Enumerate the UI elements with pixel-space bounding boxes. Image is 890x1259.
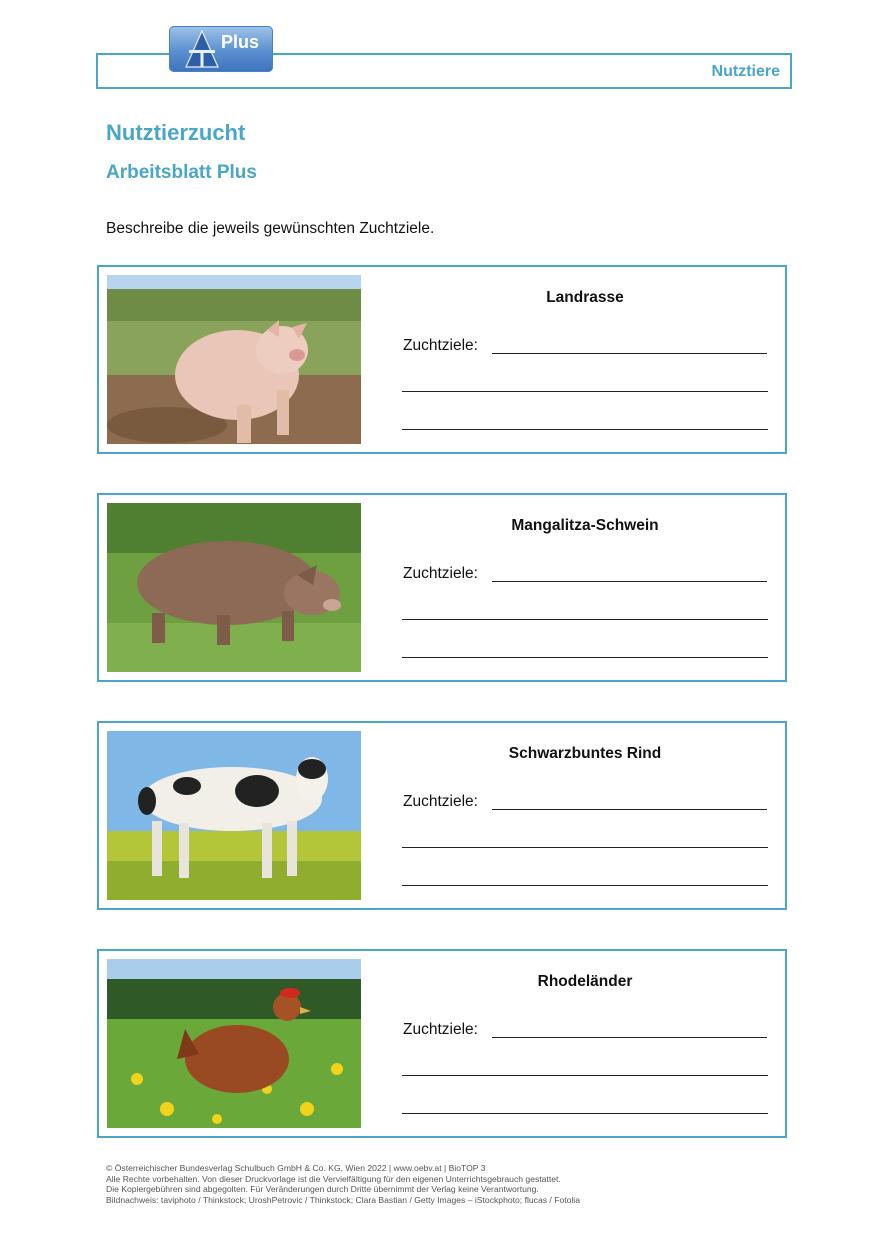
breeding-goals-label: Zuchtziele: [403,565,478,582]
plus-logo [169,26,273,72]
topic-label: Nutztiere [711,63,780,80]
answer-line-2[interactable] [402,847,768,848]
instruction-text: Beschreibe die jeweils gewünschten Zuchtziele. [106,220,435,237]
logo-text: Plus [221,32,260,52]
footer-credits: Bildnachweis: taviphoto / Thinkstock; UroshPetrovic / Thinkstock; Clara Bastian / Getty Images – iStockphoto; flucas / Fotolia [106,1194,580,1205]
animal-name: Schwarzbuntes Rind [508,745,662,762]
pig-landrace-photo [107,275,361,444]
triangle-logo-icon [185,30,219,68]
breeding-goals-label: Zuchtziele: [403,1021,478,1038]
answer-line-2[interactable] [402,1075,768,1076]
answer-line-2[interactable] [402,391,768,392]
answer-line-1[interactable] [492,581,767,582]
animal-name: Landrasse [546,289,624,306]
animal-card-schwarzbuntes-rind [97,721,787,910]
breeding-goals-label: Zuchtziele: [403,793,478,810]
animal-name: Mangalitza-Schwein [511,517,659,534]
answer-line-3[interactable] [402,1113,768,1114]
page-subtitle: Arbeitsblatt Plus [106,162,257,183]
animal-name: Rhodeländer [537,973,633,990]
page-title: Nutztierzucht [106,120,246,145]
breeding-goals-label: Zuchtziele: [403,337,478,354]
animal-card-rhodelaender [97,949,787,1138]
animal-card-mangalitza [97,493,787,682]
footer-fees: Die Kopiergebühren sind abgegolten. Für Veränderungen durch Dritte übernimmt der Verlag keine Verantwortung. [106,1184,539,1195]
answer-line-1[interactable] [492,1037,767,1038]
answer-line-3[interactable] [402,657,768,658]
footer [106,1163,806,1205]
mangalitza-pig-photo [107,503,361,672]
answer-line-2[interactable] [402,619,768,620]
answer-line-1[interactable] [492,809,767,810]
animal-card-landrasse [97,265,787,454]
holstein-cow-photo [107,731,361,900]
rhode-island-hen-photo [107,959,361,1128]
answer-line-3[interactable] [402,885,768,886]
answer-line-3[interactable] [402,429,768,430]
footer-copyright: © Österreichischer Bundesverlag Schulbuch GmbH & Co. KG, Wien 2022 | www.oebv.at | BioTOP 3 [106,1163,486,1173]
footer-rights: Alle Rechte vorbehalten. Von dieser Druckvorlage ist die Vervielfältigung für den eigenen Unterrichtsgebrauch gestattet. [106,1173,561,1184]
answer-line-1[interactable] [492,353,767,354]
